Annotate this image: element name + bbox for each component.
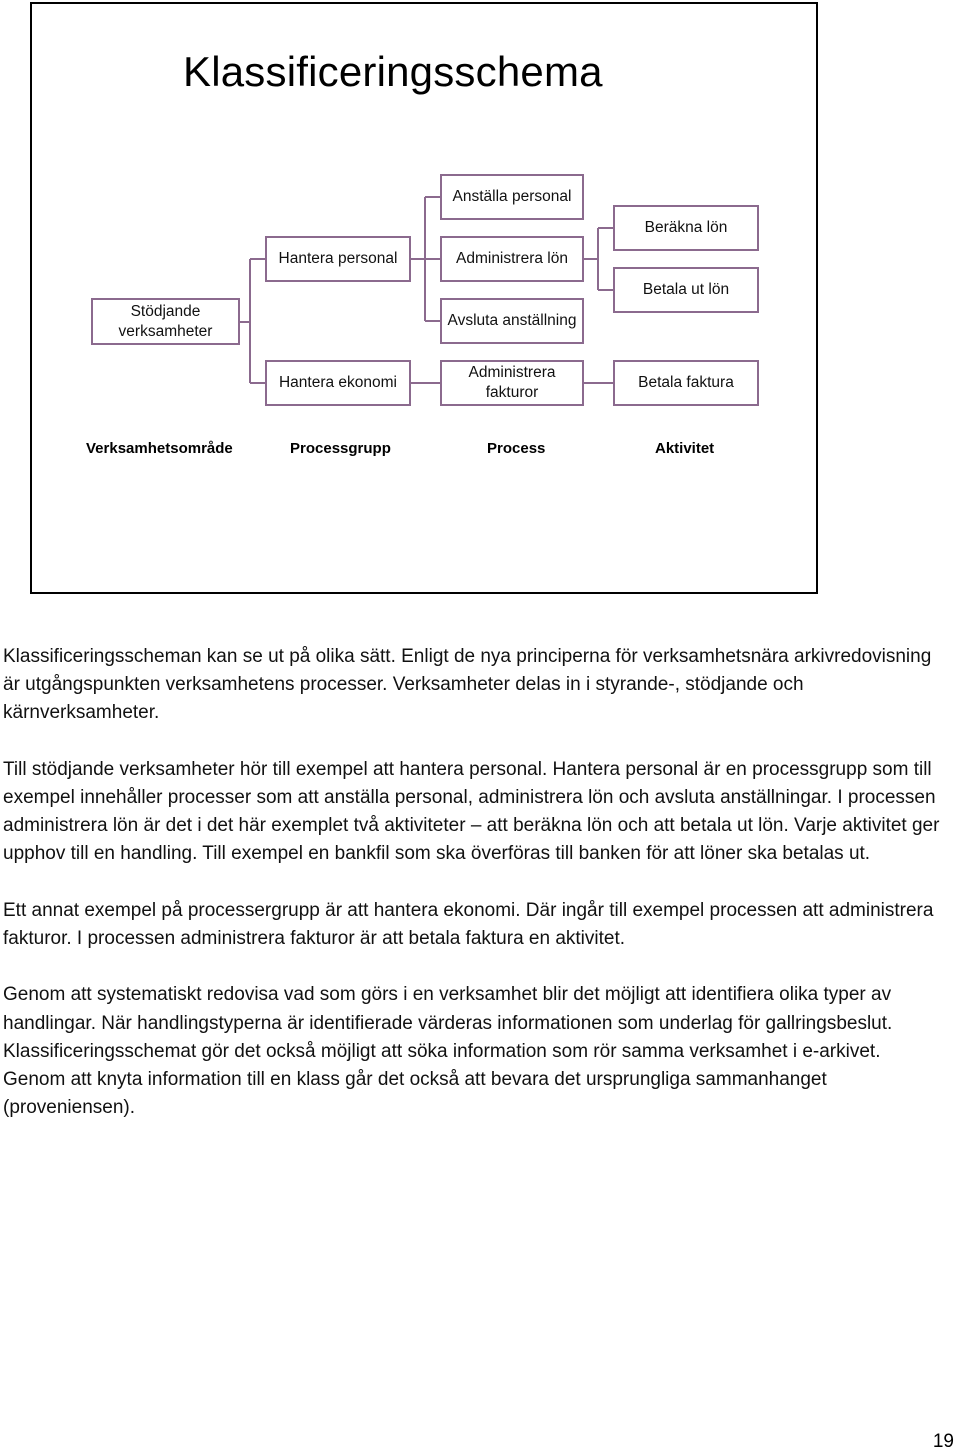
node-betala-ut-lon: Betala ut lön [613, 267, 759, 313]
paragraph: Ett annat exempel på processergrupp är att hantera ekonomi. Där ingår till exempel processen att administrera fakturor. I processen administrera fakturor är att betala faktura en aktivitet. [3, 899, 934, 949]
column-label-processgrupp: Processgrupp [290, 440, 391, 457]
slide-title: Klassificeringsschema [183, 48, 603, 95]
node-stodjande-verksamheter: Stödjande verksamheter [91, 298, 240, 345]
paragraph: Klassificeringsscheman kan se ut på olika sätt. Enligt de nya principerna för verksamhetsnära arkivredovisning är utgångspunkten verksamhetens processer. Verksamheter delas in i styrande-, stödjande och kärnverksamheter. [3, 646, 932, 724]
node-berakna-lon: Beräkna lön [613, 205, 759, 251]
page-number: 19 [932, 1431, 954, 1452]
classification-diagram [0, 0, 960, 600]
node-anstalla-personal: Anställa personal [440, 174, 584, 220]
node-betala-faktura: Betala faktura [613, 360, 759, 406]
column-label-verksamhetsomrade: Verksamhetsområde [86, 440, 233, 457]
paragraph: Till stödjande verksamheter hör till exempel att hantera personal. Hantera personal är en processgrupp som till exempel innehåller processer som att anställa personal, administrera lön och avsluta anställningar. I processen administrera lön är det i det här exemplet två aktiviteter – att beräkna lön och att betala ut lön. Varje aktivitet ger upphov till en handling. Till exempel en bankfil som ska överföras till banken för att löner ska betalas ut. [3, 758, 940, 865]
node-administrera-lon: Administrera lön [440, 236, 584, 282]
column-label-aktivitet: Aktivitet [655, 440, 715, 457]
node-hantera-personal: Hantera personal [265, 236, 411, 282]
node-avsluta-anstallning: Avsluta anställning [440, 298, 584, 344]
node-hantera-ekonomi: Hantera ekonomi [265, 360, 411, 406]
paragraph: Genom att systematiskt redovisa vad som görs i en verksamhet blir det möjligt att identifiera olika typer av handlingar. När handlingstyperna är identifierade värderas informationen som underlag för gallringsbeslut. Klassificeringsschemat gör det också möjligt att söka information som rör samma verksamhet i e-arkivet. Genom att knyta information till en klass går det också att bevara det ursprungliga sammanhanget (proveniensen). [3, 984, 893, 1119]
notes-body [3, 643, 948, 1151]
node-administrera-fakturor: Administrera fakturor [440, 360, 584, 406]
column-label-process: Process [487, 440, 546, 457]
